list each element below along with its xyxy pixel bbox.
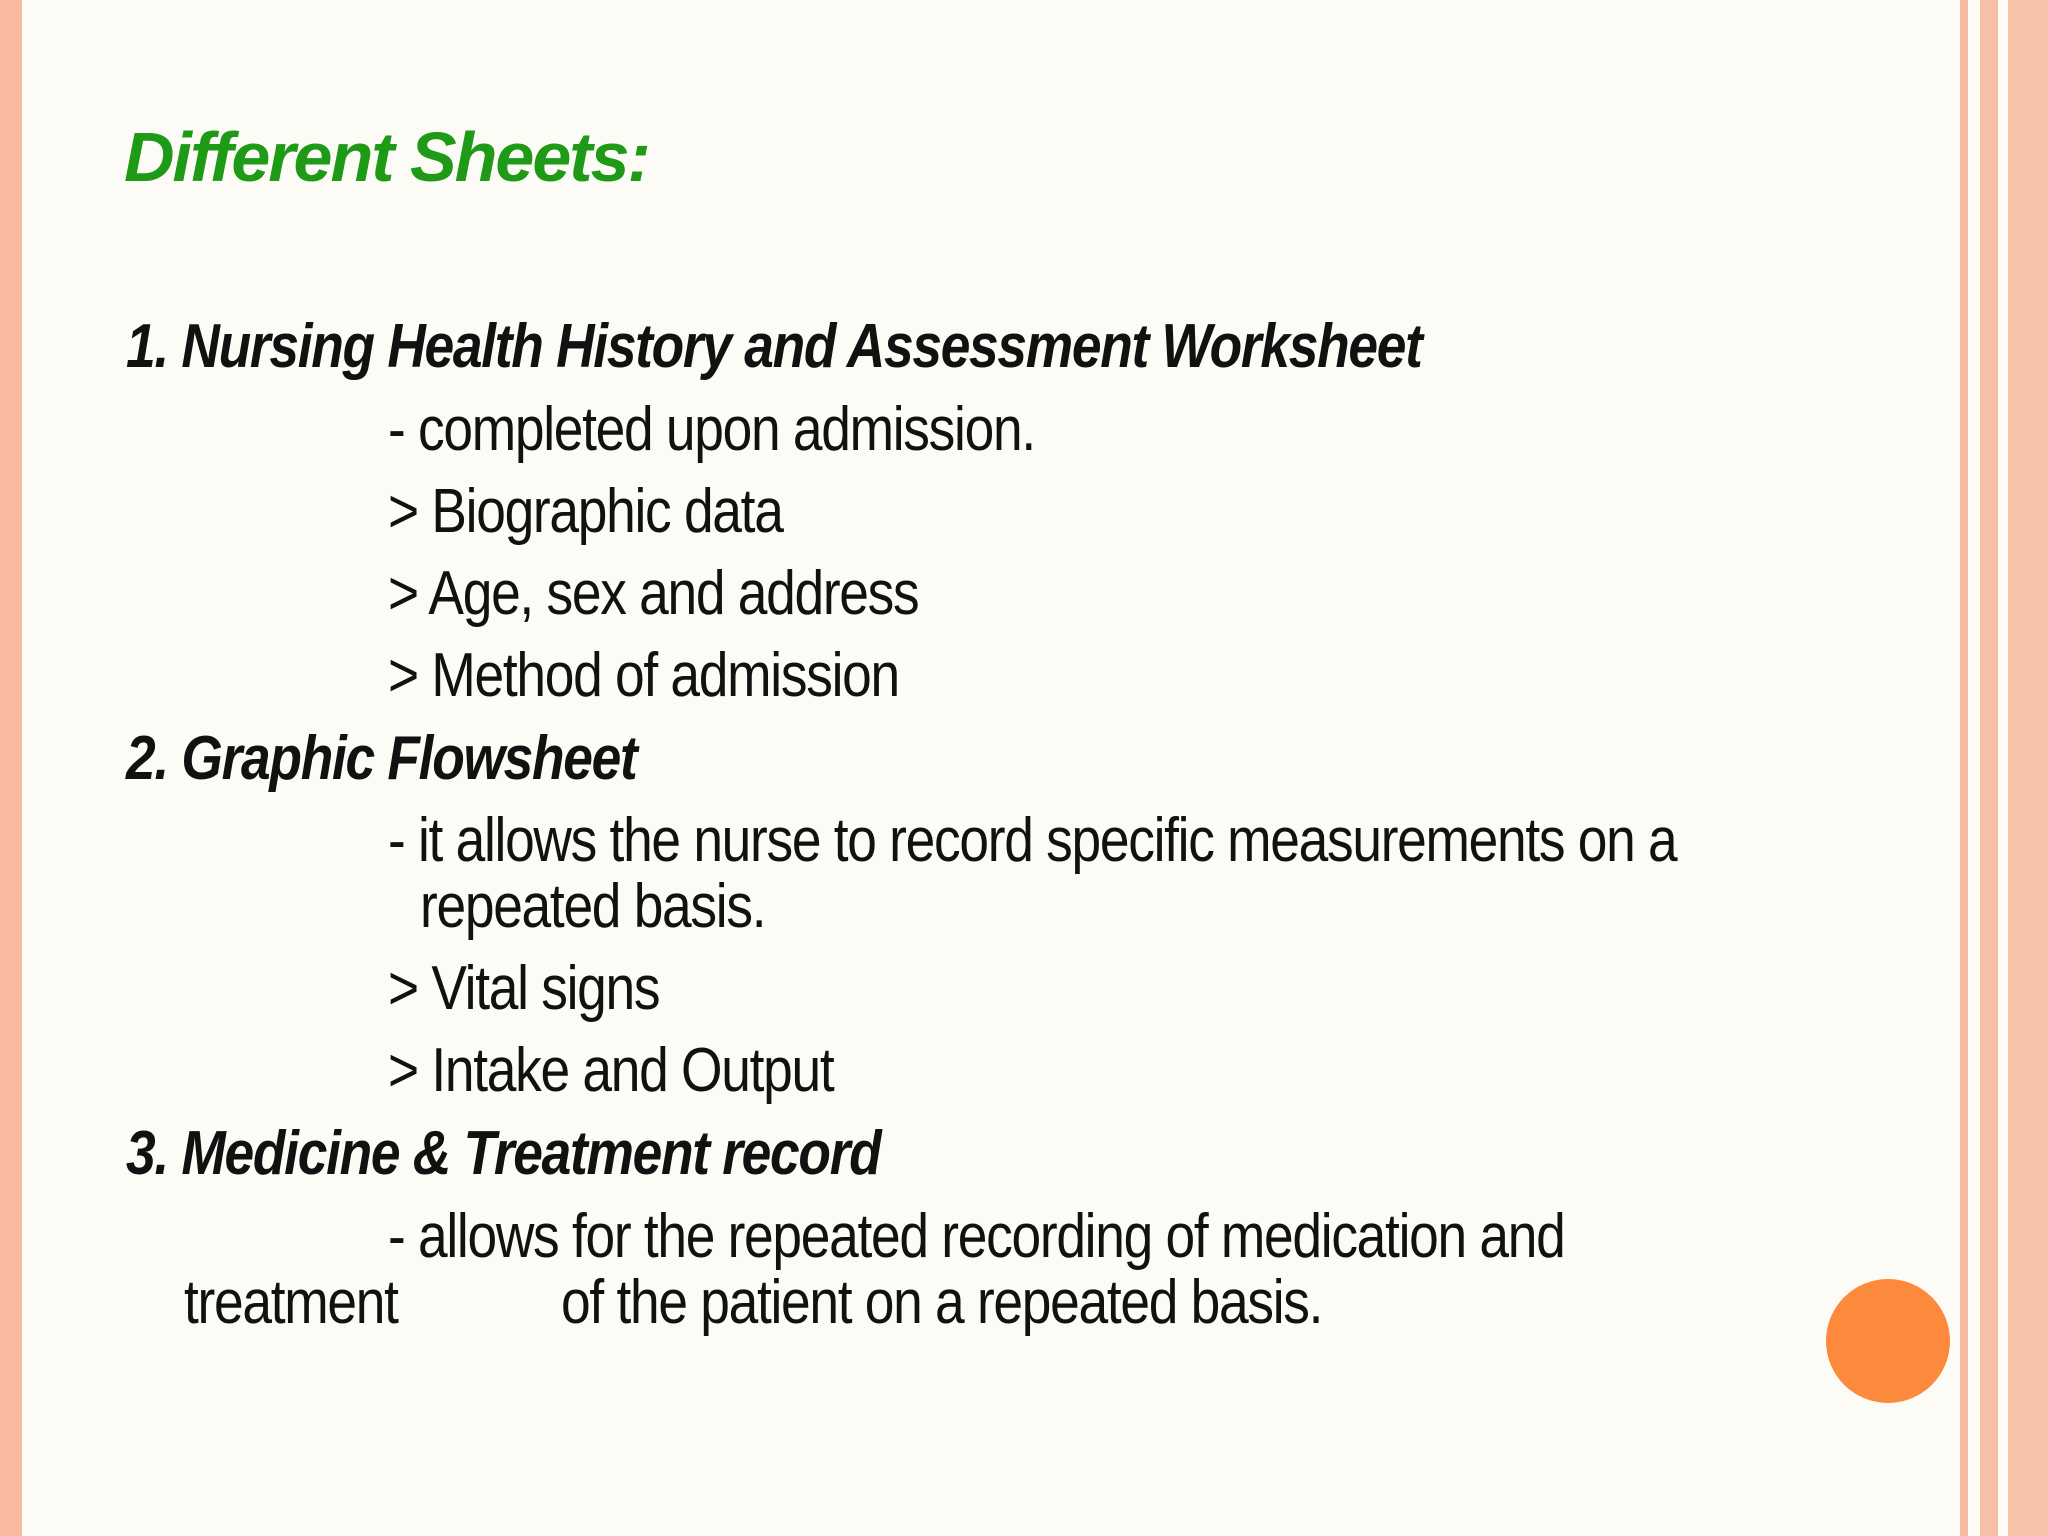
section-2-line-3: > Vital signs [388,954,660,1023]
section-1-heading: 1. Nursing Health History and Assessment Worksheet [126,312,1422,381]
slide-title: Different Sheets: [124,118,649,196]
section-3-line-1: - allows for the repeated recording of medication and [388,1202,1565,1271]
section-1-line-2: > Biographic data [388,477,783,546]
orange-circle-decoration [1826,1279,1950,1403]
right-border-stripe-1 [1960,0,1968,1536]
right-border-stripe-3 [2008,0,2048,1536]
section-3-heading: 3. Medicine & Treatment record [126,1119,881,1188]
right-border-stripe-2 [1980,0,1998,1536]
section-1-line-3: > Age, sex and address [388,559,919,628]
section-3-line-2b: of the patient on a repeated basis. [561,1268,1323,1337]
section-1-line-4: > Method of admission [388,641,899,710]
section-3-line-2 [184,1268,1323,1337]
left-border-decoration [0,0,22,1536]
section-2-line-4: > Intake and Output [388,1036,834,1105]
section-3-line-2a: treatment [184,1268,398,1337]
section-2-heading: 2. Graphic Flowsheet [126,724,637,793]
section-2-line-2: repeated basis. [420,872,766,941]
section-1-line-1: - completed upon admission. [388,395,1035,464]
section-2-line-1: - it allows the nurse to record specific measurements on a [388,806,1677,875]
